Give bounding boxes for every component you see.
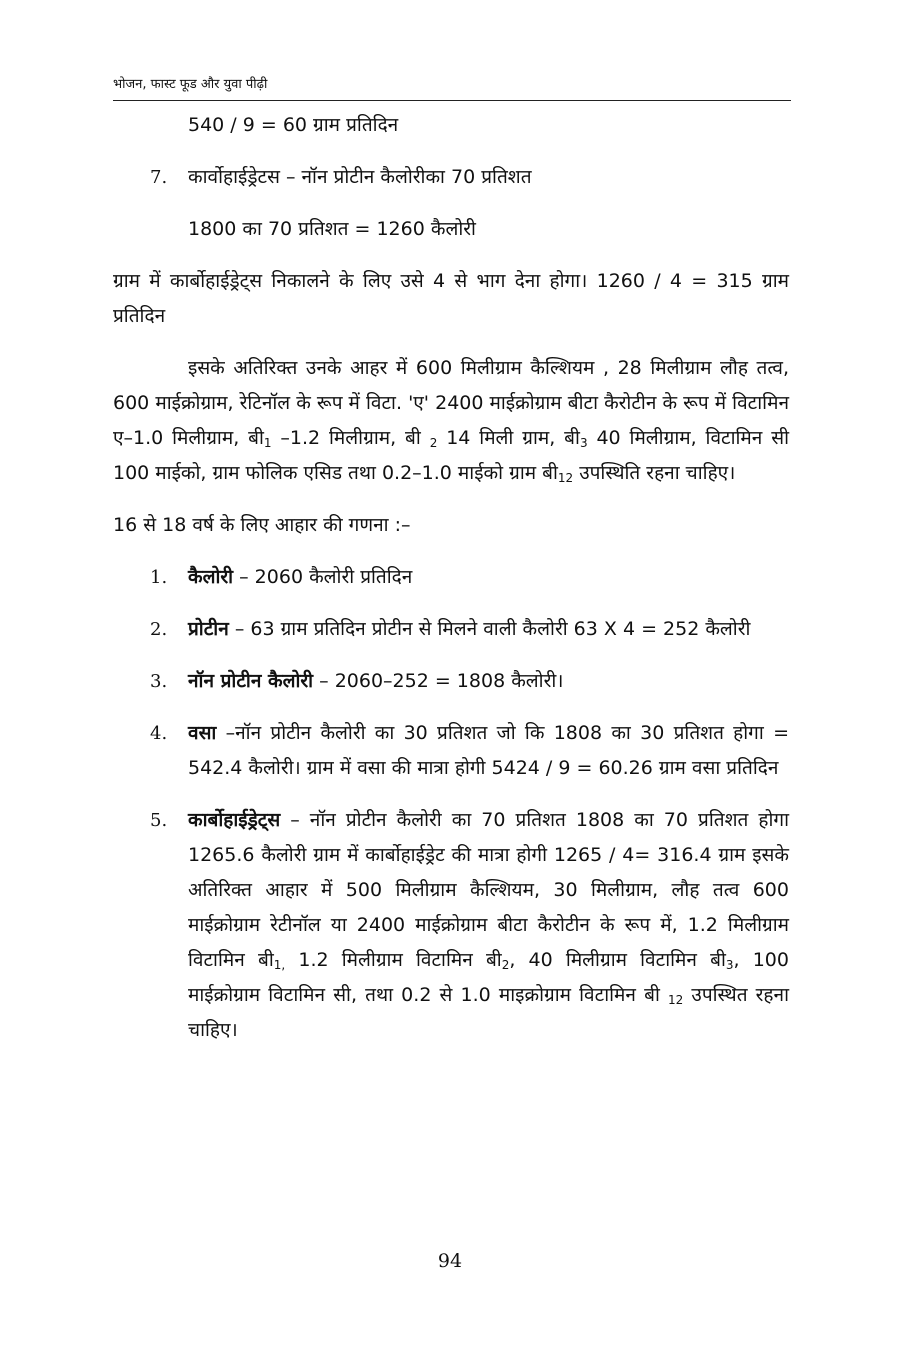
text-run: इसके अतिरिक्त उनके आहर में 600 मिलीग्राम कैल्शियम , 28 मिलीग्राम लौह तत्व, 600 माईक्रोग्राम, रेटिनॉल के रूप में विटा. 'ए' 2400 माईक्रोग्राम बीटा कैरोटीन के रूप में विटामिन ए–1.0 मिलीग्राम, बी [113, 357, 789, 449]
body-text [113, 108, 789, 1048]
text-run: उपस्थित रहना चाहिए। [188, 984, 789, 1041]
item-term: कार्बोहाईड्रेट्स [188, 809, 281, 831]
list-item-1 [113, 560, 789, 595]
subscript: 3 [579, 436, 588, 450]
subscript: 2 [501, 958, 510, 972]
list-item-7 [113, 160, 789, 195]
item-term: वसा [188, 722, 217, 744]
text-run: उपस्थिति रहना चाहिए। [573, 462, 736, 484]
list-item-4 [113, 716, 789, 786]
list-number: 5. [150, 810, 168, 831]
subscript: 1 [263, 436, 272, 450]
text-run: , 40 मिलीग्राम विटामिन बी [509, 949, 726, 971]
subscript: 3 [725, 958, 734, 972]
subscript: 2 [429, 436, 438, 450]
subscript: 12 [668, 993, 684, 1007]
item-term: कैलोरी [188, 566, 234, 588]
item-term: नॉन प्रोटीन कैलोरी [188, 670, 314, 692]
header-rule [113, 100, 791, 101]
list-number: 7. [150, 167, 168, 188]
text-run: – नॉन प्रोटीन कैलोरी का 70 प्रतिशत 1808 का 70 प्रतिशत होगा 1265.6 कैलोरी ग्राम में कार्बोहाईड्रेट की मात्रा होगी 1265 / 4= 316.4 ग्राम इसके अतिरिक्त आहार में 500 मिलीग्राम कैल्शियम, 30 मिलीग्राम, लौह तत्व 600 माईक्रोग्राम रेटीनॉल या 2400 माईक्रोग्राम बीटा कैरोटीन के रूप में, 1.2 मिलीग्राम विटामिन बी [188, 809, 789, 971]
section-heading: 16 से 18 वर्ष के लिए आहार की गणना :– [113, 514, 411, 536]
subscript: 12 [557, 471, 574, 485]
paragraph-carbs-grams: ग्राम में कार्बोहाईड्रेट्स निकालने के लिए उसे 4 से भाग देना होगा। 1260 / 4 = 315 ग्राम प्रतिदिन [113, 270, 789, 327]
item-term: प्रोटीन [188, 618, 229, 640]
list-number: 4. [150, 723, 168, 744]
paragraph-minerals-vitamins [113, 351, 789, 491]
list-item-2 [113, 612, 789, 647]
list-number: 1. [150, 567, 168, 588]
calc-line-fat: 540 / 9 = 60 ग्राम प्रतिदिन [188, 114, 399, 136]
list-item-text: कार्वोहाईड्रेटस – नॉन प्रोटीन कैलोरीका 70 प्रतिशत [188, 166, 532, 188]
running-header: भोजन, फास्ट फूड और युवा पीढ़ी [113, 77, 268, 92]
list-number: 2. [150, 619, 168, 640]
text-run: , 100 माईक्रोग्राम विटामिन सी, तथा 0.2 से 1.0 माइक्रोग्राम विटामिन बी [188, 949, 789, 1006]
subscript: 1, [273, 958, 286, 972]
text-run: 14 मिली ग्राम, बी [437, 427, 580, 449]
list-item-5 [113, 803, 789, 1048]
item-text: –नॉन प्रोटीन कैलोरी का 30 प्रतिशत जो कि 1808 का 30 प्रतिशत होगा = 542.4 कैलोरी। ग्राम में वसा की मात्रा होगी 5424 / 9 = 60.26 ग्राम वसा प्रतिदिन [188, 722, 789, 779]
text-run: 1.2 मिलीग्राम विटामिन बी [285, 949, 502, 971]
text-run: 40 मिलीग्राम, विटामिन सी 100 माईको, ग्राम फोलिक एसिड तथा 0.2–1.0 माईको ग्राम बी [113, 427, 789, 484]
list-item-3 [113, 664, 789, 699]
text-run: –1.2 मिलीग्राम, बी [271, 427, 430, 449]
page-number: 94 [437, 1250, 463, 1272]
item-text: – 2060–252 = 1808 कैलोरी। [313, 670, 564, 692]
item-text: – 2060 कैलोरी प्रतिदिन [233, 566, 413, 588]
calc-line-carbs: 1800 का 70 प्रतिशत = 1260 कैलोरी [188, 218, 476, 240]
list-number: 3. [150, 671, 168, 692]
item-text: – 63 ग्राम प्रतिदिन प्रोटीन से मिलने वाली कैलोरी 63 X 4 = 252 कैलोरी [228, 618, 751, 640]
